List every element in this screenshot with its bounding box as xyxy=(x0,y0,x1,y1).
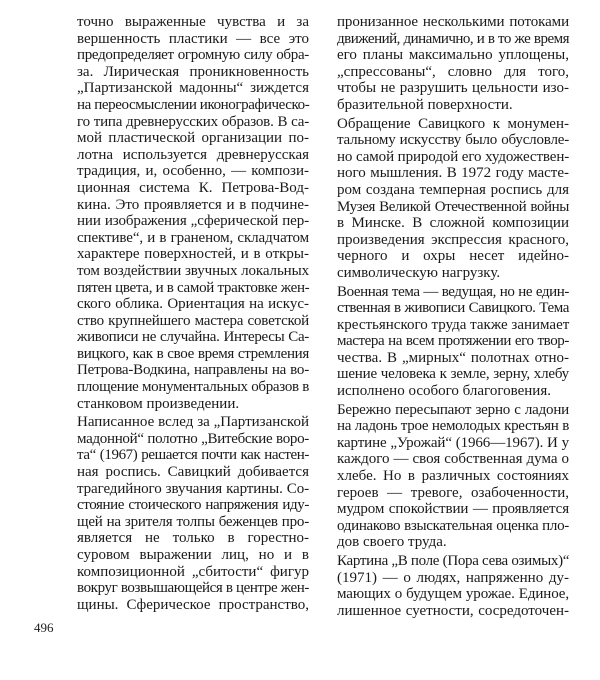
text-line: Картина „В поле (Пора сева озимых)“ xyxy=(337,553,570,569)
text-line: стояние стоического напряжения иду- xyxy=(77,497,309,514)
text-line: лишенное суетности, сосредоточен- xyxy=(337,602,569,619)
page-number: 496 xyxy=(34,620,54,635)
text-line: пятен цвета, и в самой трактовке жен- xyxy=(77,279,310,296)
text-line: ственная в живописи Савицкого. Тема xyxy=(337,300,569,317)
paragraph xyxy=(337,14,569,114)
text-line: площение монументальных образов в xyxy=(77,379,310,396)
text-line: вокруг возвышающейся в центре жен- xyxy=(77,580,309,597)
text-line: ная роспись. Савицкий добивается xyxy=(77,464,309,481)
text-line: на переосмыслении иконографическо- xyxy=(77,96,310,113)
text-line: произведения экспрессия красного, xyxy=(337,231,569,248)
text-line: Музея Великой Отечественной войны xyxy=(337,198,569,215)
paragraph xyxy=(337,402,569,551)
text-column-right xyxy=(337,14,569,621)
paragraph xyxy=(337,284,569,400)
text-line: та“ (1967) решается почти как настен- xyxy=(77,447,309,464)
text-line: суровом выражении лиц, но и в xyxy=(77,547,309,563)
text-line: точно выраженные чувства и за xyxy=(77,14,309,30)
text-column-left xyxy=(77,14,309,615)
text-line: движений, динамично, и в то же время xyxy=(337,30,569,47)
text-line: станковом произведении. xyxy=(77,395,240,412)
text-line: Обращение Савицкого к монумен- xyxy=(337,115,569,132)
text-line: традиция, и, особенно, — компози- xyxy=(77,163,309,180)
text-line: нии изображения „сферической пер- xyxy=(77,213,309,230)
text-line: крестьянского труда также занимает xyxy=(337,316,570,333)
text-line: тальному искусству было обусловле- xyxy=(337,132,569,149)
text-line: на ладонь трое немолодых крестьян в xyxy=(337,418,569,435)
text-line: его планы максимально уплощены, xyxy=(337,47,569,64)
text-line: чтобы не разрушить цельности изо- xyxy=(337,80,569,97)
paragraph xyxy=(337,116,569,282)
text-line: Военная тема — ведущая, но не един- xyxy=(337,283,569,300)
text-line: каждого — своя собственная дума о xyxy=(337,451,569,468)
text-line: ром создана темперная роспись для xyxy=(337,181,569,198)
text-line: в Минске. В сложной композиции xyxy=(337,215,569,232)
text-line: бразительной поверхности. xyxy=(337,96,513,113)
text-line: хлебе. Но в различных состояниях xyxy=(337,468,569,485)
text-line: чества. В „мирных“ полотнах отно- xyxy=(337,349,569,366)
text-line: том воздействии звучных локальных xyxy=(77,262,309,279)
text-line: Написанное вслед за „Партизанской xyxy=(77,414,309,431)
text-line: героев — тревоге, озабоченности, xyxy=(337,484,569,501)
text-line: ство крупнейшего мастера советской xyxy=(77,312,309,329)
text-line: но самой природой его художествен- xyxy=(337,148,570,165)
text-line: „Партизанской мадонны“ зиждется xyxy=(77,80,309,97)
text-line: является не только в горестно- xyxy=(77,530,309,547)
text-line: мастера на всем протяжении его твор- xyxy=(337,333,569,350)
text-line: щей на зрителя толпы беженцев про- xyxy=(77,513,309,530)
text-line: символическую нагрузку. xyxy=(337,264,501,281)
text-line: дов своего труда. xyxy=(337,534,447,551)
text-line: предопределяет огромную силу обра- xyxy=(77,47,309,64)
text-line: го типа древнерусских образов. В са- xyxy=(77,113,309,130)
paragraph xyxy=(337,553,569,619)
text-line: ского облика. Ориентация на искус- xyxy=(77,296,309,313)
text-line: мадонной“ полотно „Витебские воро- xyxy=(77,430,309,447)
text-line: кина. Это проявляется и в подчине- xyxy=(77,196,309,213)
text-line: исполнено особого благоговения. xyxy=(337,383,551,400)
text-line: щины. Сферическое пространство, xyxy=(77,596,309,613)
text-line: ционная система К. Петрова-Вод- xyxy=(77,179,309,196)
text-line: мудром спокойствии — проявляется xyxy=(337,501,569,518)
text-line: пронизанное несколькими потоками xyxy=(337,14,569,30)
text-line: картине „Урожай“ (1966—1967). И у xyxy=(337,434,569,451)
text-line: вицкого, как в свое время стремления xyxy=(77,345,309,362)
text-line: живописи не случайна. Интересы Са- xyxy=(77,329,309,346)
text-line: спективе“, и в граненом, складчатом xyxy=(77,229,309,246)
text-line: Бережно пересыпают зерно с ладони xyxy=(337,401,569,418)
text-line: мой пластической организации по- xyxy=(77,130,309,147)
text-line: Петрова-Водкина, направлены на во- xyxy=(77,362,309,379)
text-line: трагедийного звучания картины. Со- xyxy=(77,480,309,497)
text-line: лотна используется древнерусская xyxy=(77,146,309,163)
text-line: мающих о будущем урожае. Единое, xyxy=(337,586,569,603)
text-line: шение человека к земле, зерну, хлебу xyxy=(337,366,569,383)
text-line: характере поверхностей, и в откры- xyxy=(77,246,309,263)
text-line: „спрессованы“, словно для того, xyxy=(337,63,569,80)
text-line: одинаково взыскательная оценка пло- xyxy=(337,517,569,534)
text-line: черного и охры несет идейно- xyxy=(337,248,569,265)
text-line: (1971) — о людях, напряженно ду- xyxy=(337,569,569,586)
paragraph xyxy=(77,14,309,412)
text-line: за. Лирическая проникновенность xyxy=(77,63,309,80)
text-line: композиционной „сбитости“ фигур xyxy=(77,563,309,580)
paragraph xyxy=(77,414,309,613)
text-line: ного мышления. В 1972 году масте- xyxy=(337,165,569,182)
text-line: вершенность пластики — все это xyxy=(77,30,309,47)
